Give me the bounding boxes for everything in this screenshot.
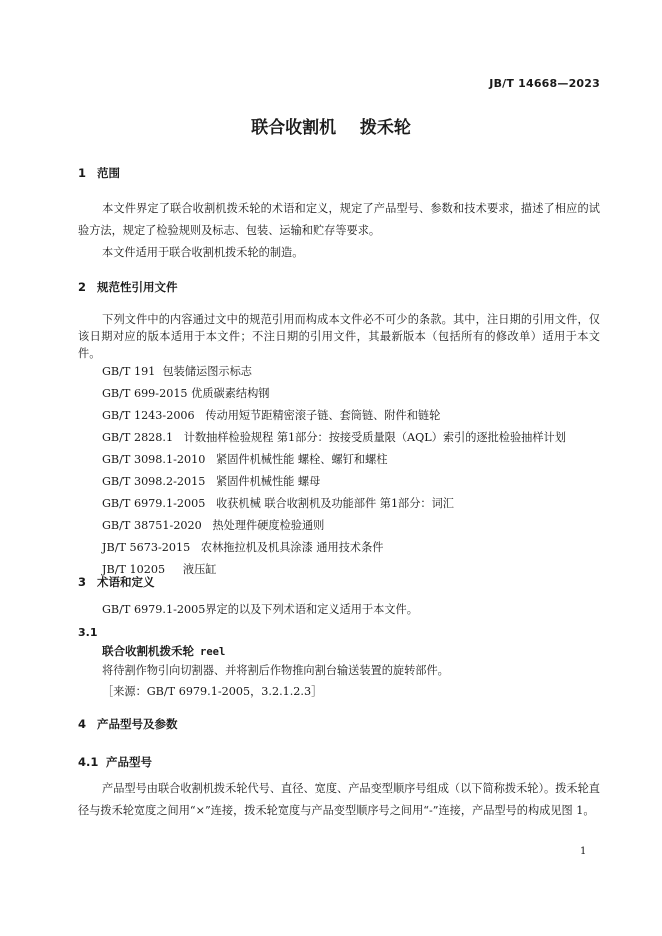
scope-paragraph-1 bbox=[78, 198, 600, 242]
paragraph-text: 产品型号由联合收割机拨禾轮代号、直径、宽度、产品变型顺序号组成（以下简称拨禾轮）。拨禾轮直径与拨禾轮宽度之间用“×”连接，拨禾轮宽度与产品变型顺序号之间用“-”连接，产品型号的构成见图 1。 bbox=[78, 782, 600, 817]
term-chinese: 联合收割机拨禾轮 bbox=[102, 644, 194, 658]
section-title: 范围 bbox=[97, 166, 120, 180]
reference-title: 热处理件硬度检验通则 bbox=[212, 519, 325, 532]
reference-title: 紧固件机械性能 螺母 bbox=[216, 475, 321, 488]
reference-title: 包装储运图示标志 bbox=[162, 365, 252, 378]
section-number: 4 bbox=[78, 717, 87, 731]
reference-title: 计数抽样检验规程 第1部分：按接受质量限（AQL）索引的逐批检验抽样计划 bbox=[183, 431, 566, 444]
terms-intro: GB/T 6979.1-2005界定的以及下列术语和定义适用于本文件。 bbox=[102, 603, 418, 616]
term-entry bbox=[102, 643, 225, 659]
reference-item bbox=[102, 364, 252, 380]
section-title: 规范性引用文件 bbox=[97, 280, 178, 294]
subsection-4-1-heading bbox=[78, 754, 152, 770]
reference-code: GB/T 699-2015 bbox=[102, 387, 188, 400]
scope-paragraph-2 bbox=[78, 242, 600, 264]
term-source: ［来源：GB/T 6979.1-2005，3.2.1.2.3］ bbox=[102, 685, 323, 698]
section-3-heading bbox=[78, 574, 155, 590]
reference-item bbox=[102, 540, 383, 556]
reference-title: 传动用短节距精密滚子链、套筒链、附件和链轮 bbox=[205, 409, 441, 422]
reference-code: GB/T 6979.1-2005 bbox=[102, 497, 206, 510]
subsection-number: 4.1 bbox=[78, 755, 99, 769]
reference-code: JB/T 5673-2015 bbox=[102, 541, 191, 554]
reference-title: 紧固件机械性能 螺栓、螺钉和螺柱 bbox=[216, 453, 388, 466]
reference-item bbox=[102, 430, 566, 446]
reference-item bbox=[102, 408, 440, 424]
reference-item bbox=[102, 452, 387, 468]
section-number: 3 bbox=[78, 575, 87, 589]
normative-references-intro bbox=[78, 311, 600, 362]
page-number: 1 bbox=[580, 846, 587, 857]
section-1-heading bbox=[78, 165, 120, 181]
subsection-title: 产品型号 bbox=[106, 755, 152, 769]
paragraph-text: 本文件界定了联合收割机拨禾轮的术语和定义，规定了产品型号、参数和技术要求，描述了相应的试验方法，规定了检验规则及标志、包装、运输和贮存等要求。 bbox=[78, 202, 600, 237]
document-title: 联合收割机 拨禾轮 bbox=[251, 118, 411, 138]
standard-number: JB/T 14668—2023 bbox=[489, 77, 600, 90]
reference-code: GB/T 3098.1-2010 bbox=[102, 453, 206, 466]
section-title: 产品型号及参数 bbox=[97, 717, 178, 731]
reference-code: GB/T 1243-2006 bbox=[102, 409, 195, 422]
term-definition: 将待割作物引向切割器、并将割后作物推向割台输送装置的旋转部件。 bbox=[102, 664, 449, 677]
section-number: 1 bbox=[78, 166, 87, 180]
reference-title: 液压缸 bbox=[182, 563, 217, 576]
reference-code: GB/T 2828.1 bbox=[102, 431, 174, 444]
reference-item bbox=[102, 386, 269, 402]
reference-title: 农林拖拉机及机具涂漆 通用技术条件 bbox=[200, 541, 384, 554]
term-english: reel bbox=[200, 646, 226, 658]
reference-code: GB/T 191 bbox=[102, 365, 156, 378]
reference-title: 收获机械 联合收割机及功能部件 第1部分：词汇 bbox=[216, 497, 454, 510]
reference-code: GB/T 3098.2-2015 bbox=[102, 475, 206, 488]
section-2-heading bbox=[78, 279, 178, 295]
reference-code: JB/T 10205 bbox=[102, 563, 166, 576]
section-number: 2 bbox=[78, 280, 87, 294]
reference-item bbox=[102, 518, 324, 534]
section-title: 术语和定义 bbox=[97, 575, 155, 589]
term-number: 3.1 bbox=[78, 626, 98, 639]
reference-title: 优质碳素结构钢 bbox=[191, 387, 270, 400]
reference-item bbox=[102, 496, 454, 512]
paragraph-text: 本文件适用于联合收割机拨禾轮的制造。 bbox=[102, 246, 304, 259]
reference-code: GB/T 38751-2020 bbox=[102, 519, 202, 532]
paragraph-text: 下列文件中的内容通过文中的规范引用而构成本文件必不可少的条款。其中，注日期的引用文件，仅该日期对应的版本适用于本文件；不注日期的引用文件，其最新版本（包括所有的修改单）适用于本文件。 bbox=[78, 313, 600, 360]
section-4-heading bbox=[78, 716, 178, 732]
reference-item bbox=[102, 474, 320, 490]
model-paragraph bbox=[78, 778, 600, 822]
